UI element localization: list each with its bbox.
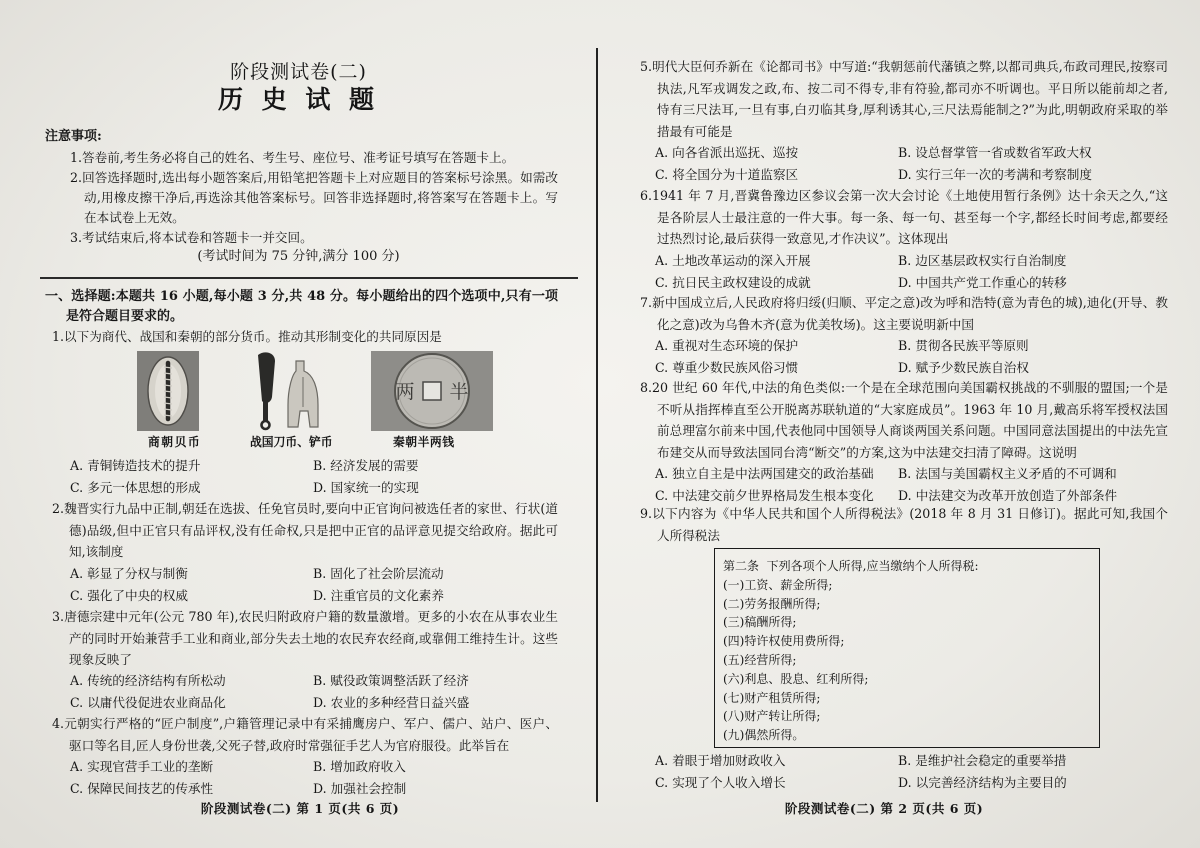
question-4-options bbox=[70, 756, 558, 799]
question-6-options bbox=[655, 250, 1168, 293]
notice-item: 3.考试结束后,将本试卷和答题卡一并交回。 bbox=[70, 230, 313, 245]
shang-shell-coin-image bbox=[137, 351, 199, 431]
option-b: B. 贯彻各民族平等原则 bbox=[898, 338, 1029, 353]
exam-time-and-score: (考试时间为 75 分钟,满分 100 分) bbox=[197, 249, 400, 264]
option-a: A. 重视对生态环境的保护 bbox=[655, 338, 799, 353]
option-a: A. 彰显了分权与制衡 bbox=[70, 566, 188, 581]
excerpt-item: (九)偶然所得。 bbox=[723, 728, 805, 743]
option-a: A. 独立自主是中法两国建交的政治基础 bbox=[655, 466, 874, 481]
page-footer: 阶段测试卷(二) 第 2 页(共 6 页) bbox=[784, 801, 984, 816]
option-b: B. 设总督掌管一省或数省军政大权 bbox=[898, 145, 1092, 160]
question-6-stem: 6.1941 年 7 月,晋冀鲁豫边区参议会第一次大会讨论《土地使用暂行条例》达十余天之久,“这是各阶层人士最注意的一件大事。每一条、每一句、甚至每一个字,都经长时间考虑,都要经过热烈讨论,最后获得一致意见,才作决议”。这体现出 bbox=[640, 188, 1168, 246]
question-9-stem: 9.以下内容为《中华人民共和国个人所得税法》(2018 年 8 月 31 日修订)。据此可知,我国个人所得税法 bbox=[640, 506, 1168, 543]
notice-list bbox=[70, 148, 558, 248]
question-5-stem: 5.明代大臣何乔新在《论都司书》中写道:“我朝惩前代藩镇之弊,以都司典兵,布政司理民,按察司执法,凡军戎调发之政,布、按二司不得专,非有符验,都司亦不听调也。平日所以能前却之者,恃有三尺法耳,一旦有事,白刃临其身,厚利诱其心,三尺法焉能制之?”为此,明朝政府采取的举措最有可能是 bbox=[640, 59, 1168, 139]
coin-square-hole bbox=[423, 382, 441, 400]
coin-legend-right: 半 bbox=[449, 381, 469, 403]
option-d: D. 以完善经济结构为主要目的 bbox=[898, 774, 1067, 790]
question-8-stem: 8.20 世纪 60 年代,中法的角色类似:一个是在全球范围向美国霸权挑战的不驯服的盟国;一个是不听从指挥棒直至公开脱离苏联轨道的“大家庭成员”。1963 年 10 月,戴高乐将军授权法国前总理富尔前来中国,代表他同中国领导人商谈两国关系问题。中国同意法国提出的中法先宣布建交从而导致法国同台湾“断交”的方案,这为中法建交扫清了障碍。这说明 bbox=[640, 380, 1168, 460]
figure-caption-banliang-coin: 秦朝半两钱 bbox=[393, 435, 455, 449]
option-b: B. 赋役政策调整活跃了经济 bbox=[313, 673, 469, 688]
question-2-options bbox=[70, 563, 558, 606]
question-4-stem: 4.元朝实行严格的“匠户制度”,户籍管理记录中有采捕鹰房户、军户、儒户、站户、医户、驱口等名目,匠人身份世袭,父死子替,政府时常强征手艺人为官府服役。此举旨在 bbox=[52, 716, 558, 753]
section-divider-line bbox=[40, 277, 578, 279]
option-d: D. 赋予少数民族自治权 bbox=[898, 359, 1029, 375]
option-c: C. 将全国分为十道监察区 bbox=[655, 166, 799, 182]
figure-caption-shell-coin: 商朝贝币 bbox=[148, 435, 202, 449]
question-7-stem: 7.新中国成立后,人民政府将归绥(归顺、平定之意)改为呼和浩特(意为青色的城),迪化(开导、教化之意)改为乌鲁木齐(意为优美牧场)。这主要说明新中国 bbox=[640, 295, 1168, 332]
page-footer: 阶段测试卷(二) 第 1 页(共 6 页) bbox=[200, 801, 400, 816]
option-a: A. 着眼于增加财政收入 bbox=[655, 753, 786, 768]
option-b: B. 法国与美国霸权主义矛盾的不可调和 bbox=[898, 466, 1117, 481]
option-d: D. 中国共产党工作重心的转移 bbox=[898, 274, 1067, 290]
option-a: A. 青铜铸造技术的提升 bbox=[70, 458, 201, 473]
option-b: B. 增加政府收入 bbox=[313, 759, 406, 774]
option-c: C. 尊重少数民族风俗习惯 bbox=[655, 359, 799, 375]
option-d: D. 注重官员的文化素养 bbox=[313, 587, 444, 603]
option-b: B. 经济发展的需要 bbox=[313, 458, 419, 473]
knife-coin-blade bbox=[258, 352, 275, 403]
option-d: D. 实行三年一次的考满和考察制度 bbox=[898, 166, 1092, 182]
question-8-options bbox=[655, 463, 1168, 506]
excerpt-item: (三)稿酬所得; bbox=[723, 615, 797, 630]
excerpt-item: (五)经营所得; bbox=[723, 652, 797, 667]
knife-coin-handle bbox=[263, 399, 268, 421]
page-divider bbox=[596, 48, 598, 802]
option-d: D. 加强社会控制 bbox=[313, 780, 407, 796]
option-d: D. 国家统一的实现 bbox=[313, 479, 419, 495]
question-5-options bbox=[655, 142, 1168, 185]
notice-heading: 注意事项: bbox=[45, 129, 102, 144]
figure-caption-knife-spade-coin: 战国刀币、铲币 bbox=[250, 435, 333, 449]
question-3-options bbox=[70, 670, 558, 713]
notice-item: 2.回答选择题时,选出每小题答案后,用铅笔把答题卡上对应题目的答案标号涂黑。如需改动,用橡皮擦干净后,再选涂其他答案标号。回答非选择题时,将答案写在答题卡上。写在本试卷上无效。 bbox=[70, 170, 558, 225]
excerpt-heading: 第二条 下列各项个人所得,应当缴纳个人所得税: bbox=[723, 559, 979, 573]
option-c: C. 实现了个人收入增长 bbox=[655, 774, 786, 790]
qin-banliang-coin-image bbox=[371, 351, 493, 431]
option-c: C. 保障民间技艺的传承性 bbox=[70, 780, 214, 796]
option-a: A. 实现官营手工业的垄断 bbox=[70, 759, 214, 774]
option-b: B. 是维护社会稳定的重要举措 bbox=[898, 753, 1067, 768]
excerpt-item: (八)财产转让所得; bbox=[723, 709, 821, 724]
excerpt-item: (一)工资、薪金所得; bbox=[723, 577, 833, 592]
excerpt-item: (二)劳务报酬所得; bbox=[723, 596, 821, 611]
excerpt-item: (六)利息、股息、红利所得; bbox=[723, 671, 869, 686]
tax-law-excerpt-box bbox=[714, 548, 1100, 748]
question-1-options bbox=[70, 455, 558, 498]
option-c: C. 以庸代役促进农业商品化 bbox=[70, 694, 226, 710]
question-1-stem: 1.以下为商代、战国和秦朝的部分货币。推动其形制变化的共同原因是 bbox=[52, 329, 442, 344]
option-c: C. 多元一体思想的形成 bbox=[70, 479, 201, 495]
option-b: B. 固化了社会阶层流动 bbox=[313, 566, 444, 581]
notice-item: 1.答卷前,考生务必将自己的姓名、考生号、座位号、准考证号填写在答题卡上。 bbox=[70, 150, 515, 165]
option-c: C. 抗日民主政权建设的成就 bbox=[655, 274, 811, 290]
option-d: D. 农业的多种经营日益兴盛 bbox=[313, 694, 470, 710]
excerpt-item: (七)财产租赁所得; bbox=[723, 690, 821, 705]
option-a: A. 传统的经济结构有所松动 bbox=[70, 673, 226, 688]
warring-states-knife-and-spade-coin-image bbox=[250, 349, 324, 433]
option-c: C. 中法建交前夕世界格局发生根本变化 bbox=[655, 487, 874, 503]
question-7-options bbox=[655, 335, 1168, 378]
question-9-options bbox=[655, 750, 1168, 793]
coin-legend-left: 两 bbox=[395, 381, 415, 403]
question-2-stem: 2.魏晋实行九品中正制,朝廷在选拔、任免官员时,要向中正官询问被选任者的家世、行状(道德)品级,但中正官只有品评权,没有任命权,只是把中正官的品评意见提交给政府。据此可知,该制度 bbox=[52, 501, 558, 559]
knife-coin-ring bbox=[262, 421, 270, 429]
option-a: A. 土地改革运动的深入开展 bbox=[655, 253, 811, 268]
question-3-stem: 3.唐德宗建中元年(公元 780 年),农民归附政府户籍的数量激增。更多的小农在从事农业生产的同时开始兼营手工业和商业,部分失去土地的农民弃农经商,或靠佣工维持生计。这些现象反映了 bbox=[52, 609, 558, 667]
option-b: B. 边区基层政权实行自治制度 bbox=[898, 253, 1067, 268]
option-c: C. 强化了中央的权威 bbox=[70, 587, 188, 603]
option-d: D. 中法建交为改革开放创造了外部条件 bbox=[898, 487, 1118, 503]
option-a: A. 向各省派出巡抚、巡按 bbox=[655, 145, 799, 160]
excerpt-item: (四)特许权使用费所得; bbox=[723, 634, 845, 649]
exam-title: 阶段测试卷(二) bbox=[230, 61, 367, 83]
exam-subject-title: 历 史 试 题 bbox=[217, 85, 380, 114]
section-heading-multiple-choice: 一、选择题:本题共 16 小题,每小题 3 分,共 48 分。每小题给出的四个选项中,只有一项是符合题目要求的。 bbox=[45, 289, 558, 324]
